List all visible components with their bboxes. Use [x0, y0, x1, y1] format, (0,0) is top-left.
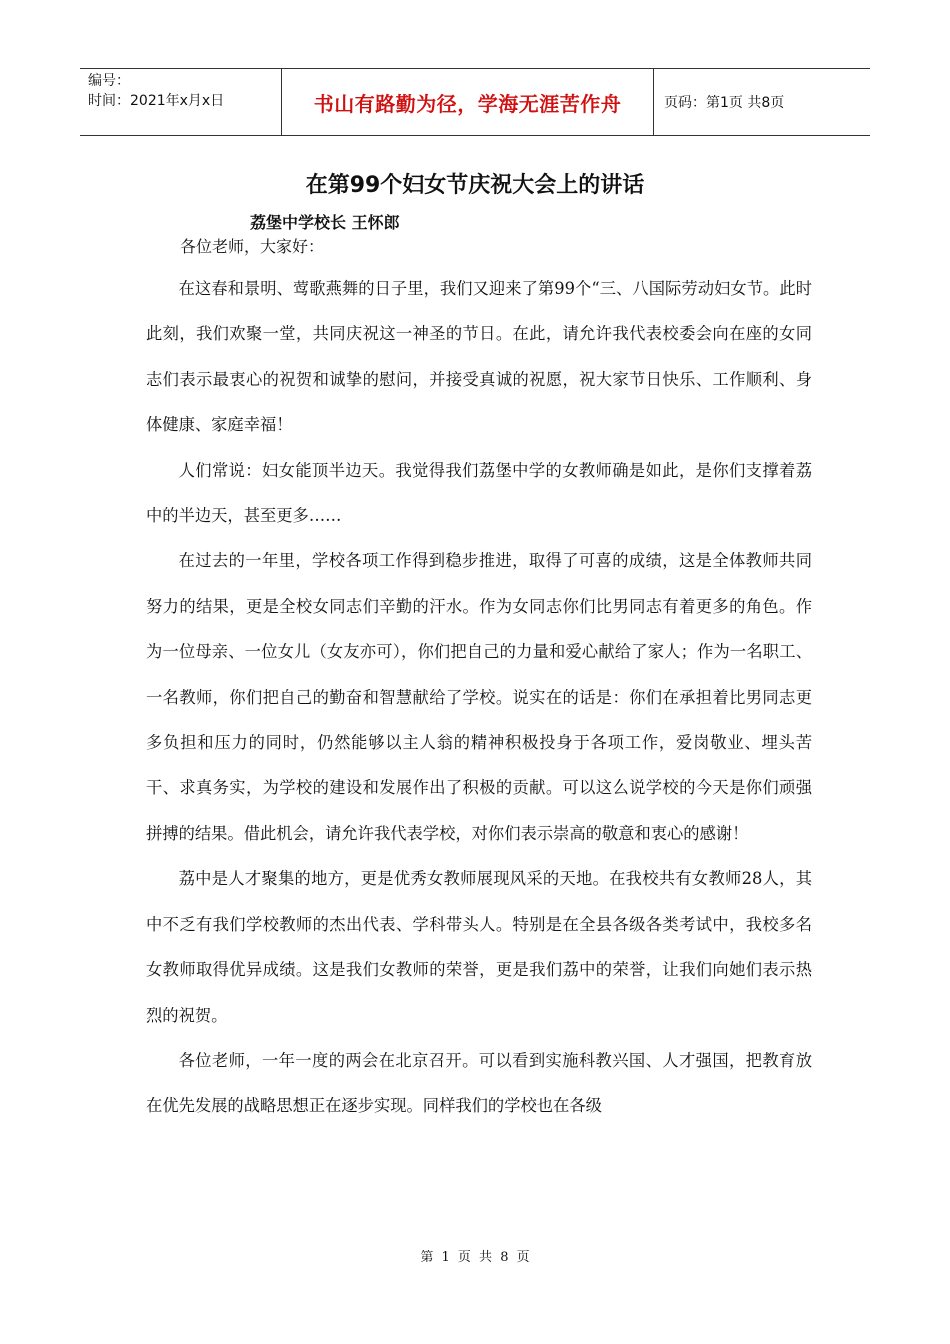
header-page-cell [654, 69, 870, 135]
paragraph: 人们常说：妇女能顶半边天。我觉得我们荔堡中学的女教师确是如此，是你们支撑着荔中的半边天，甚至更多…… [146, 460, 812, 526]
document-author: 荔堡中学校长 王怀郎 [250, 213, 400, 232]
header-table [80, 68, 870, 136]
paragraph: 各位老师，一年一度的两会在北京召开。可以看到实施科教兴国、人才强国，把教育放在优先发展的战略思想正在逐步实现。同样我们的学校也在各级 [146, 1050, 812, 1116]
time-label: 时间：2021年x月x日 [88, 93, 225, 109]
document-title: 在第99个妇女节庆祝大会上的讲话 [305, 173, 645, 198]
paragraph: 荔中是人才聚集的地方，更是优秀女教师展现风采的天地。在我校共有女教师28人，其中不乏有我们学校教师的杰出代表、学科带头人。特别是在全县各级各类考试中，我校多名女教师取得优异成绩。这是我们女教师的荣誉，更是我们荔中的荣誉，让我们向她们表示热烈的祝贺。 [146, 869, 812, 1025]
document-body [146, 266, 812, 1129]
page-info: 页码：第1页 共8页 [664, 95, 785, 111]
number-label: 编号： [88, 73, 130, 89]
paragraph: 在这春和景明、莺歌燕舞的日子里，我们又迎来了第99个“三、八国际劳动妇女节。此时此刻，我们欢聚一堂，共同庆祝这一神圣的节日。在此，请允许我代表校委会向在座的女同志们表示最衷心的祝贺和诚挚的慰问，并接受真诚的祝愿，祝大家节日快乐、工作顺利、身体健康、家庭幸福！ [146, 279, 812, 435]
header-motto-cell [282, 69, 654, 135]
page-footer: 第 1 页 共 8 页 [420, 1250, 530, 1265]
motto-text: 书山有路勤为径，学海无涯苦作舟 [313, 91, 622, 116]
paragraph: 在过去的一年里，学校各项工作得到稳步推进，取得了可喜的成绩，这是全体教师共同努力的结果，更是全校女同志们辛勤的汗水。作为女同志你们比男同志有着更多的角色。作为一位母亲、一位女儿（女友亦可），你们把自己的力量和爱心献给了家人；作为一名职工、一名教师，你们把自己的勤奋和智慧献给了学校。说实在的话是：你们在承担着比男同志更多负担和压力的同时，仍然能够以主人翁的精神积极投身于各项工作，爱岗敬业、埋头苦干、求真务实，为学校的建设和发展作出了积极的贡献。可以这么说学校的今天是你们顽强拼搏的结果。借此机会，请允许我代表学校，对你们表示崇高的敬意和衷心的感谢！ [146, 551, 812, 843]
greeting: 各位老师，大家好： [180, 237, 325, 256]
header-meta-cell [80, 69, 282, 135]
